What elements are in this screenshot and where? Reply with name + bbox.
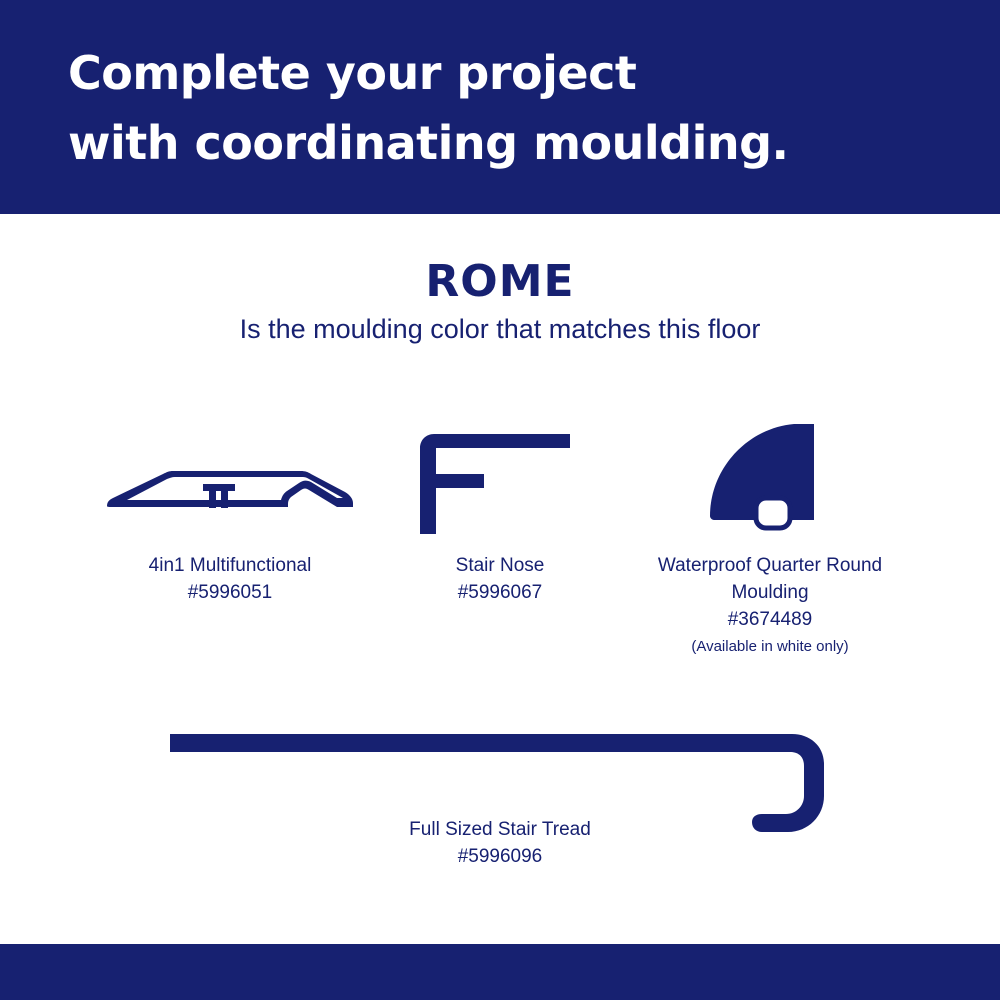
4in1-multifunctional-moulding-icon bbox=[105, 424, 355, 534]
moulding-color-name: ROME bbox=[425, 256, 575, 307]
product-item bbox=[365, 424, 635, 606]
moulding-color-subtitle: Is the moulding color that matches this floor bbox=[239, 314, 761, 344]
stair-tread-block bbox=[0, 734, 1000, 870]
banner-headline-line2: with coordinating moulding. bbox=[68, 116, 789, 170]
body-area bbox=[0, 214, 1000, 944]
waterproof-quarter-round-moulding-icon bbox=[710, 424, 830, 534]
stair-nose-moulding-icon bbox=[420, 424, 580, 534]
product-name: Stair Nose bbox=[455, 555, 545, 576]
product-name: Waterproof Quarter Round Moulding bbox=[657, 555, 883, 603]
product-name: 4in1 Multifunctional bbox=[148, 555, 312, 576]
product-availability-note: (Available in white only) bbox=[691, 638, 849, 655]
product-sku: #5996051 bbox=[187, 582, 273, 603]
tread-sku: #5996096 bbox=[457, 846, 543, 867]
header-banner bbox=[0, 0, 1000, 214]
product-sku: #5996067 bbox=[457, 582, 543, 603]
banner-headline-line1: Complete your project bbox=[68, 46, 637, 100]
product-item bbox=[95, 424, 365, 606]
footer-bar bbox=[0, 944, 1000, 1000]
product-item bbox=[635, 424, 905, 659]
product-sku: #3674489 bbox=[727, 609, 813, 630]
tread-name: Full Sized Stair Tread bbox=[409, 819, 591, 840]
product-list bbox=[0, 424, 1000, 659]
